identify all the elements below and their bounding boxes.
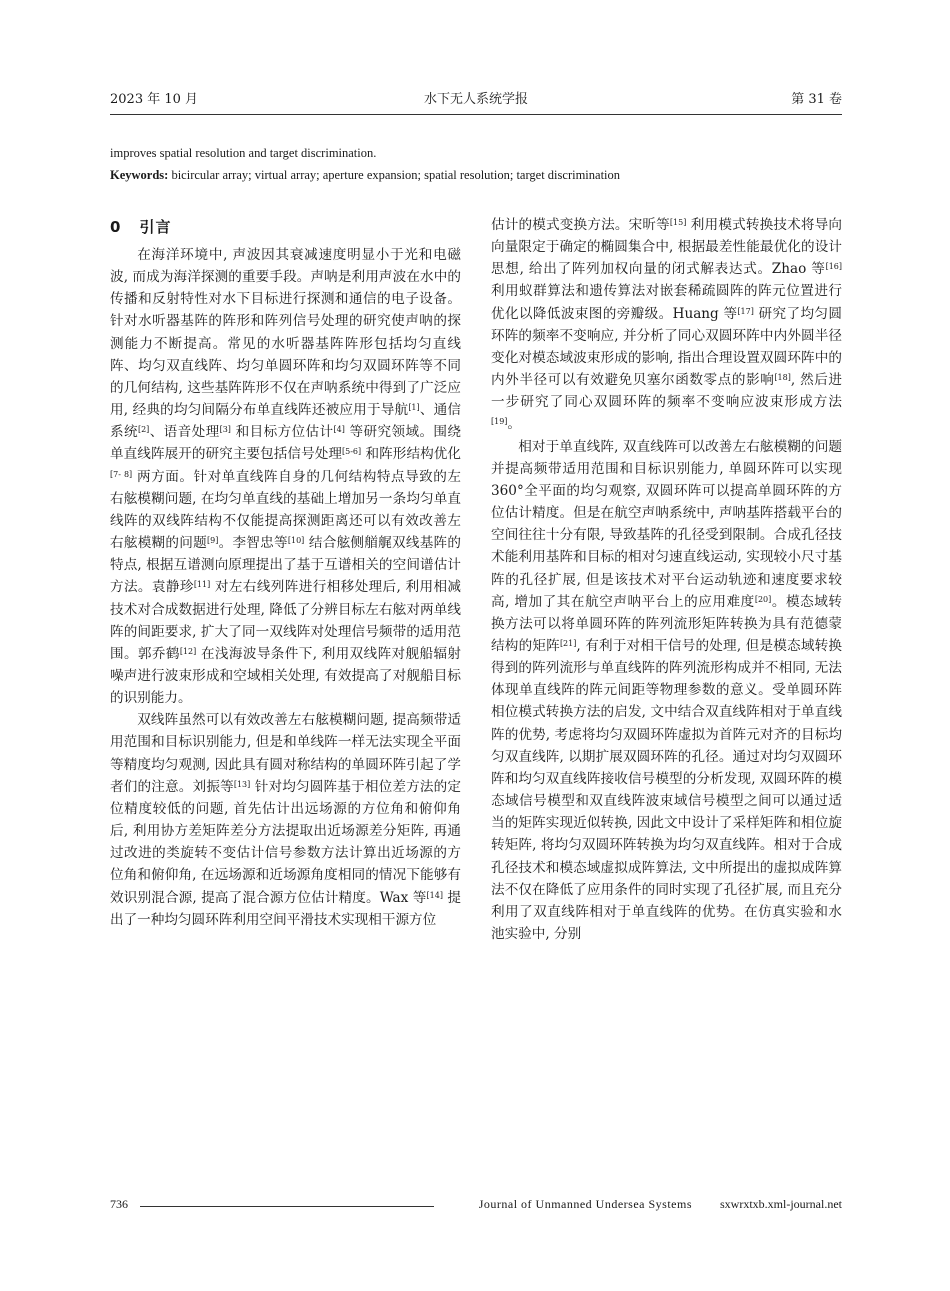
citation[interactable]: [16] (825, 262, 842, 272)
paragraph: 在海洋环境中, 声波因其衰减速度明显小于光和电磁波, 而成为海洋探测的重要手段。声呐是利用声波在水中的传播和反射特性对水下目标进行探测和通信的电子设备。针对水听器基阵的阵形和阵列信号处理的研究使声呐的探测能力不断提高。常见的水听器基阵阵形包括均匀直线阵、均匀双直线阵、均匀单圆环阵和均匀双圆环阵等不同的几何结构, 这些基阵阵形不仅在声呐系统中得到了广泛应用, 经典的均匀间隔分布单直线阵还被应用于导航[1]、通信系统[2]、语音处理[3] 和目标方位估计[4] 等研究领域。围绕单直线阵展开的研究主要包括信号处理[5-6] 和阵形结构优化[7- 8] 两方面。针对单直线阵自身的几何结构特点导致的左右舷模糊问题, 在均匀单直线的基础上增加另一条均匀单直线阵的双线阵结构不仅能提高探测距离还可以有效改善左右舷模糊的问题[9]。李智忠等[10] 结合舷侧艏艉双线基阵的特点, 根据互谱测向原理提出了基于互谱相关的空间谱估计方法。袁静珍[11] 对左右线列阵进行相移处理后, 利用相减技术对合成数据进行处理, 降低了分辨目标左右舷对两单线阵的间距要求, 扩大了同一双线阵对处理信号频带的适用范围。郭乔鹤[12] 在浅海波导条件下, 利用双线阵对舰船辐射噪声进行波束形成和空域相关处理, 有效提高了对舰船目标的识别能力。 (110, 247, 462, 707)
citation[interactable]: [3] (219, 425, 231, 435)
citation[interactable]: [1] (408, 403, 420, 413)
citation[interactable]: [11] (193, 580, 211, 590)
citation[interactable]: [19] (491, 417, 508, 427)
citation[interactable]: [20] (754, 594, 772, 604)
page-number: 736 (110, 1197, 128, 1211)
citation[interactable]: [2] (137, 425, 150, 435)
paragraph: 双线阵虽然可以有效改善左右舷模糊问题, 提高频带适用范围和目标识别能力, 但是和单线阵一样无法实现全平面等精度均匀观测, 因此具有圆对称结构的单圆环阵引起了学者们的注意。刘振等[13] 针对均匀圆阵基于相位差方法的定位精度较低的问题, 首先估计出远场源的方位角和俯仰角后, 利用协方差矩阵差分方法提取出近场源差分矩阵, 再通过改进的类旋转不变估计信号参数方法计算出近场源的方位角和俯仰角, 在远场源和近场源角度相同的情况下能够有效识别混合源, 提高了混合源方位估计精度。Wax 等[14] 提出了一种均匀圆环阵利用空间平滑技术实现相干源方位 (110, 712, 461, 928)
citation[interactable]: [9] (206, 536, 219, 546)
footer-journal: Journal of Unmanned Undersea Systems (478, 1197, 692, 1211)
left-column (110, 214, 461, 931)
header-rule (110, 114, 842, 115)
citation[interactable]: [18] (774, 373, 791, 383)
section-title: 引言 (139, 218, 172, 236)
citation[interactable]: [21] (559, 638, 577, 648)
footer-site[interactable]: sxwrxtxb.xml-journal.net (720, 1197, 842, 1211)
section-heading (110, 214, 461, 240)
keywords-line (110, 164, 842, 186)
header-volume: 第 31 卷 (791, 92, 842, 107)
abstract-tail (110, 142, 842, 186)
keywords-label: Keywords: (110, 168, 169, 182)
right-column (491, 214, 842, 945)
citation[interactable]: [12] (179, 646, 197, 656)
citation[interactable]: [13] (233, 779, 251, 789)
header-journal: 水下无人系统学报 (423, 92, 528, 107)
running-header (110, 88, 842, 114)
citation[interactable]: [5-6] (342, 447, 362, 457)
keywords-text: bicircular array; virtual array; aperture expansion; spatial resolution; target discrimination (168, 168, 621, 182)
page-footer (110, 1197, 842, 1217)
abstract-last-line: improves spatial resolution and target discrimination. (110, 146, 377, 160)
citation[interactable]: [10] (287, 536, 305, 546)
footer-rule (140, 1206, 434, 1207)
section-number: 0 (110, 218, 122, 236)
header-date: 2023 年 10 月 (110, 92, 199, 107)
paragraph: 相对于单直线阵, 双直线阵可以改善左右舷模糊的问题并提高频带适用范围和目标识别能力, 单圆环阵可以实现 360°全平面的均匀观察, 双圆环阵可以提高单圆环阵的方位估计精度。但是在航空声呐系统中, 声呐基阵搭载平台的空间往往十分有限, 导致基阵的孔径受到限制。合成孔径技术能利用基阵和目标的相对匀速直线运动, 实现较小尺寸基阵的孔径扩展, 但是该技术对平台运动轨迹和速度要求较高, 增加了其在航空声呐平台上的应用难度[20]。模态域转换方法可以将单圆环阵的阵列流形矩阵转换为具有范德蒙结构的矩阵[21], 有利于对相干信号的处理, 但是模态域转换得到的阵列流形与单直线阵的阵列流形构成并不相同, 无法体现单直线阵的阵元间距等物理参数的意义。受单圆环阵相位模式转换方法的启发, 文中结合双直线阵相对于单直线阵的优势, 考虑将均匀双圆环阵虚拟为首阵元对齐的目标均匀双直线阵, 以期扩展双圆环阵的孔径。通过对均匀双圆环阵和均匀双直线阵接收信号模型的分析发现, 双圆环阵的模态域信号模型和双直线阵波束域信号模型之间可以通过适当的矩阵实现近似转换, 因此文中设计了采样矩阵和相位旋转矩阵, 将均匀双圆环阵转换为均匀双直线阵。相对于合成孔径技术和模态域虚拟成阵算法, 文中所提出的虚拟成阵算法不仅在降低了应用条件的同时实现了孔径扩展, 而且充分利用了双直线阵相对于单直线阵的优势。在仿真实验和水池实验中, 分别 (491, 438, 842, 942)
paragraph-continued: 估计的模式变换方法。宋昕等[15] 利用模式转换技术将导向向量限定于确定的椭圆集合中, 根据最差性能最优化的设计思想, 给出了阵列加权向量的闭式解表达式。Zhao 等[16] 利用蚁群算法和遗传算法对嵌套稀疏圆阵的阵元位置进行优化以降低波束图的旁瓣级。Huang 等[17] 研究了均匀圆环阵的频率不变响应, 并分析了同心双圆环阵中内外圆半径变化对模态域波束形成的影响, 指出合理设置双圆环阵中的内外半径可以有效避免贝塞尔函数零点的影响[18], 然后进一步研究了同心双圆环阵的频率不变响应波束形成方法[19]。 (491, 217, 842, 433)
citation[interactable]: [4] (333, 425, 345, 435)
citation[interactable]: [17] (737, 306, 754, 316)
citation[interactable]: [7- 8] (110, 469, 133, 479)
citation[interactable]: [14] (426, 890, 443, 900)
citation[interactable]: [15] (669, 218, 687, 227)
